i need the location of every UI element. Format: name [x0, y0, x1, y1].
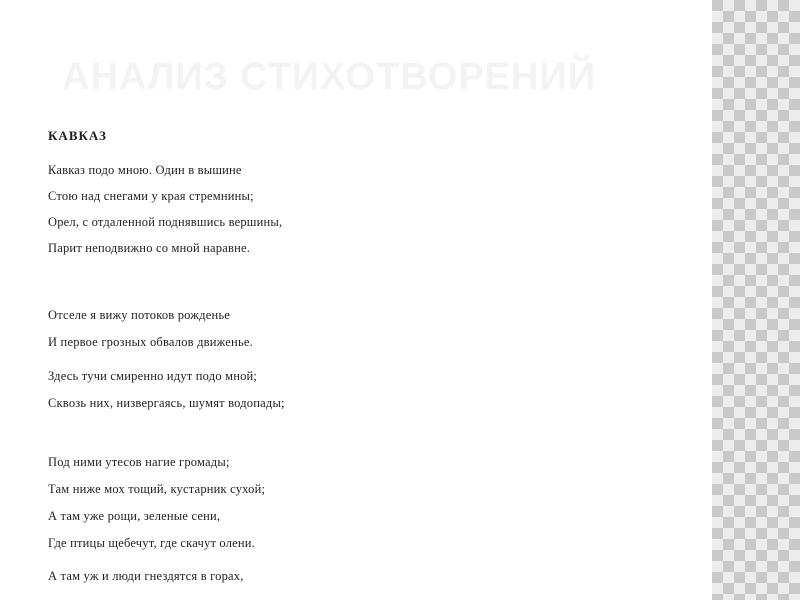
poem-line: Кавказ подо мною. Один в вышине [48, 163, 242, 177]
decorative-pattern-panel [712, 0, 800, 600]
poem-line: Отселе я вижу потоков рожденье [48, 308, 230, 322]
poem-line: И первое грозных обвалов движенье. [48, 335, 253, 349]
poem-line: А там уж и люди гнездятся в горах, [48, 569, 244, 583]
poem-line: Стою над снегами у края стремнины; [48, 189, 254, 203]
poem-line: Где птицы щебечут, где скачут олени. [48, 536, 256, 550]
poem-line: Здесь тучи смиренно идут подо мной; [48, 369, 258, 383]
poem-line: Сквозь них, низвергаясь, шумят водопады; [48, 396, 285, 410]
poem-title: КАВКАЗ [48, 128, 107, 143]
poem-line: А там уже рощи, зеленые сени, [48, 509, 221, 523]
poem-line: Под ними утесов нагие громады; [48, 455, 230, 469]
slide-title: АНАЛИЗ СТИХОТВОРЕНИЙ [62, 56, 597, 98]
poem-line: Парит неподвижно со мной наравне. [48, 241, 251, 255]
poem-line: Орел, с отдаленной поднявшись вершины, [48, 215, 283, 229]
poem-line: Там ниже мох тощий, кустарник сухой; [48, 482, 266, 496]
